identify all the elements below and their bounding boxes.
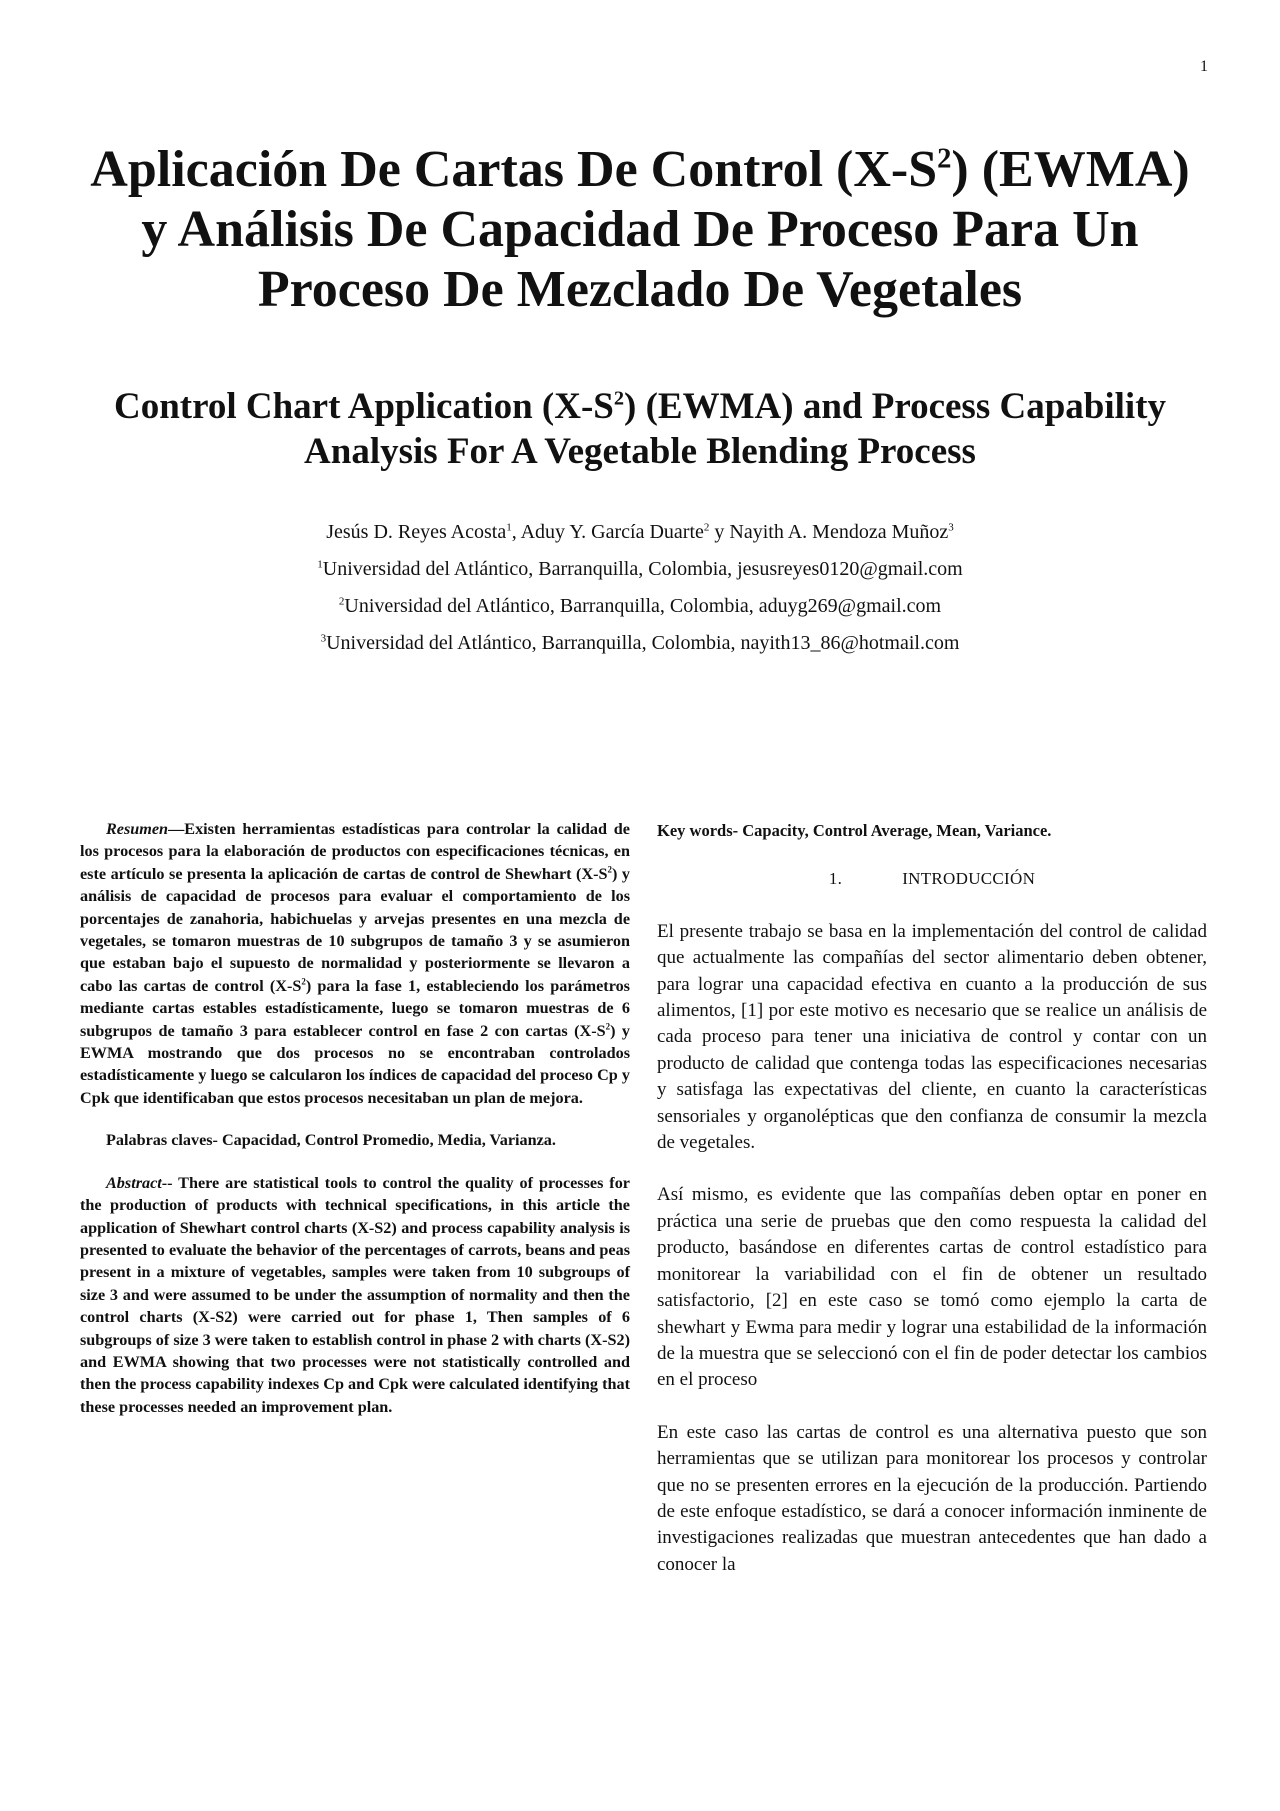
section-heading: [657, 866, 1207, 892]
author-1-sup: 1: [506, 521, 512, 534]
intro-paragraph-3: En este caso las cartas de control es una alternativa puesto que son herramientas que se utilizan para monitorear los procesos y controlar que no se presenten errores en la ejecución de la producción. Partiendo de este enfoque estadístico, se dará a conocer información inminente de investigaciones realizadas que muestran antecedentes que han dado a conocer la: [657, 1421, 1207, 1575]
section-number: 1.: [828, 869, 843, 889]
page-number: 1: [1200, 58, 1208, 75]
english-title-line1-end: ) (EWMA) and Process Capability: [624, 386, 1167, 427]
abstract-label: Abstract: [106, 1173, 162, 1192]
right-column: [657, 818, 1207, 1604]
spanish-title-line2: y Análisis De Capacidad De Proceso Para Un: [141, 201, 1139, 258]
resumen-text-2: ) y análisis de capacidad de procesos para evaluar el comportamiento de los porcentajes de zanahoria, habichuelas y arvejas presentes en una mezcla de vegetales, se tomaron muestras de 10 subgrupos de tamaño 3 y se asumieron que estaban bajo el supuesto de normalidad y posteriormente se llevaron a cabo las cartas de control (X-S: [80, 864, 630, 995]
spanish-title-superscript: 2: [937, 143, 952, 175]
abstract-dash: --: [161, 1173, 179, 1192]
english-title-line2: Analysis For A Vegetable Blending Process: [304, 431, 976, 472]
author-2-sup: 2: [703, 521, 710, 534]
resumen-label: Resumen: [106, 820, 169, 838]
affiliation-3-sup: 3: [320, 632, 327, 645]
keywords: Key words- Capacity, Control Average, Mean, Variance.: [657, 821, 1052, 840]
resumen-dash: —: [168, 820, 185, 838]
spanish-title: [60, 140, 1220, 320]
author-3-sup: 3: [948, 521, 954, 534]
resumen-text-4: ) y EWMA mostrando que dos procesos no se encontraban controlados estadísticamente y luego se calcularon los índices de capacidad del proceso Cp y Cpk que identificaban que estos procesos necesitaban un plan de mejora.: [80, 1021, 631, 1107]
resumen-paragraph: [80, 818, 630, 1109]
abstract-text: There are statistical tools to control the quality of processes for the production of products with technical specifications, in this article the application of Shewhart control charts (X-S2) and process capability analysis is presented to evaluate the behavior of the percentages of carrots, beans and peas present in a mixture of vegetables, samples were taken from 10 subgroups of size 3 and were assumed to be under the assumption of normality and then the control charts (X-S2) were carried out for phase 1, Then samples of 6 subgroups of size 3 were taken to establish control in phase 2 with charts (X-S2) and EWMA showing that two processes were not statistically controlled and then the process capability indexes Cp and Cpk were calculated identifying that these processes needed an improvement plan.: [80, 1173, 630, 1416]
resumen-text-3: ) para la fase 1, estableciendo los parámetros mediante cartas estables estadísticamente, luego se tomaron muestras de 6 subgrupos de tamaño 3 para establecer control en fase 2 con cartas (X-S: [80, 976, 630, 1040]
resumen-sup-3: 2: [605, 1021, 611, 1032]
resumen-sup-2: 2: [301, 976, 306, 987]
affiliation-2-sup: 2: [338, 595, 345, 608]
intro-paragraph-1: El presente trabajo se basa en la implementación del control de calidad que actualmente las compañías del sector alimentario deben obtener, para lograr una capacidad efectiva en cuanto a la producción de sus alimentos, [1] por este motivo es necesario que se realice un análisis de cada proceso para tener una iniciativa de control y contar con un producto de calidad que contenga todas las especificaciones necesarias y satisfaga las expectativas del cliente, en cuanto la características sensoriales y organolépticas que den confianza de consumir la mezcla de vegetales.: [657, 920, 1207, 1154]
affiliation-1-text: Universidad del Atlántico, Barranquilla, Colombia, jesusreyes0120@gmail.com: [322, 558, 963, 580]
author-2: , Aduy Y. García Duarte: [511, 521, 704, 543]
english-title: [60, 384, 1220, 474]
spanish-title-line3: Proceso De Mezclado De Vegetales: [257, 261, 1023, 318]
author-1: Jesús D. Reyes Acosta: [326, 521, 507, 543]
affiliation-2-text: Universidad del Atlántico, Barranquilla, Colombia, aduyg269@gmail.com: [344, 595, 942, 617]
palabras-claves: Palabras claves- Capacidad, Control Promedio, Media, Varianza.: [106, 1131, 556, 1150]
author-block: [60, 514, 1220, 662]
section-title: INTRODUCCIÓN: [902, 869, 1036, 889]
abstract-paragraph: [80, 1172, 630, 1418]
resumen-text-1: Existen herramientas estadísticas para controlar la calidad de los procesos para la elaboración de productos con especificaciones técnicas, en este artículo se presenta la aplicación de cartas de control de Shewhart (X-S: [80, 820, 630, 883]
author-line: [60, 514, 1220, 551]
affiliation-3: [60, 625, 1220, 662]
affiliation-1: [60, 551, 1220, 588]
english-title-superscript: 2: [613, 387, 625, 410]
english-title-line1: Control Chart Application (X-S: [113, 386, 614, 427]
author-3: y Nayith A. Mendoza Muñoz: [709, 521, 949, 543]
affiliation-1-sup: 1: [317, 558, 323, 571]
spanish-title-line1-end: ) (EWMA): [951, 141, 1190, 198]
spanish-title-line1: Aplicación De Cartas De Control (X-S: [90, 141, 938, 198]
left-column: [80, 818, 630, 1438]
intro-paragraph-2: Así mismo, es evidente que las compañías deben optar en poner en práctica una serie de pruebas que den como respuesta la calidad del producto, basándose en diferentes cartas de control estadístico para monitorear la variabilidad con el fin de obtener un resultado satisfactorio, [2] en este caso se tomó como ejemplo la carta de shewhart y Ewma para medir y lograr una estabilidad de la información de la muestra que se seleccionó con el fin de poder detectar los cambios en el proceso: [657, 1184, 1207, 1391]
affiliation-2: [60, 588, 1220, 625]
resumen-sup-1: 2: [607, 864, 612, 875]
affiliation-3-text: Universidad del Atlántico, Barranquilla, Colombia, nayith13_86@hotmail.com: [326, 632, 960, 654]
